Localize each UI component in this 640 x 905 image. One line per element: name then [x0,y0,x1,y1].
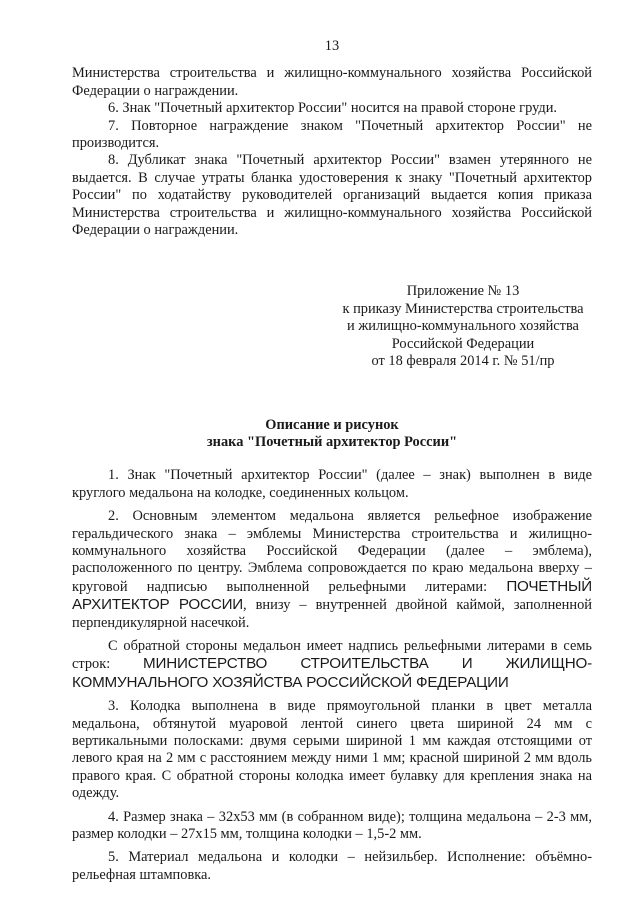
paragraph-point-4: 4. Размер знака – 32х53 мм (в собранном виде); толщина медальона – 2-3 мм, размер колодки – 27х15 мм, толщина колодки – 1,5-2 мм. [72,808,592,843]
paragraph-item-6: 6. Знак "Почетный архитектор России" носится на правой стороне груди. [108,100,557,117]
appendix-line: Приложение № 13 [406,283,520,300]
paragraph-text: 2. Основным элементом медальона является рельефное изображение геральдического знака – эмблемы Министерства строительства и жилищно-коммунального хозяйства Российской Федерации (далее – эмблема), расположенного по центру. Эмблема сопровождается по краю медальона вверху – круговой надписью выполненной рельефными литерами: [72,508,592,595]
page-number: 13 [324,38,340,54]
medal-inscription-front: ПОЧЕТНЫЙ АРХИТЕКТОР РОССИИ [72,577,592,614]
paragraph-item-8: 8. Дубликат знака "Почетный архитектор России" взамен утерянного не выдается. В случае утраты бланка удостоверения к знаку "Почетный архитектор России" по ходатайству руководителей организаций выдается копия приказа Министерства строительства и жилищно-коммунального хозяйства Российской Федерации о награждении. [72,152,592,239]
paragraph-text: , внизу – внутренней двойной каймой, заполненной перпендикулярной насечкой. [72,597,592,631]
paragraph-text: С обратной стороны медальон имеет надпись рельефными литерами в семь строк: [72,637,592,673]
appendix-line: Российской Федерации [391,335,535,352]
paragraph-point-1: 1. Знак "Почетный архитектор России" (далее – знак) выполнен в виде круглого медальона на колодке, соединенных кольцом. [72,467,592,501]
paragraph-continuation: Министерства строительства и жилищно-коммунального хозяйства Российской Федерации о награждении. [72,65,592,99]
medal-inscription-back: МИНИСТЕРСТВО СТРОИТЕЛЬСТВА И ЖИЛИЩНО-КОММУНАЛЬНОГО ХОЗЯЙСТВА РОССИЙСКОЙ ФЕДЕРАЦИИ [72,655,592,691]
paragraph-item-7: 7. Повторное награждение знаком "Почетный архитектор России" не производится. [72,117,592,152]
paragraph-reverse-side [72,638,592,692]
appendix-line: и жилищно-коммунального хозяйства [347,318,579,335]
section-title [72,417,592,452]
paragraph-point-2 [72,508,592,632]
appendix-line: от 18 февраля 2014 г. № 51/пр [371,353,555,370]
title-line: знака "Почетный архитектор России" [206,433,458,450]
title-line: Описание и рисунок [265,416,399,433]
appendix-line: к приказу Министерства строительства [342,300,584,317]
appendix-block [334,283,592,370]
paragraph-point-3: 3. Колодка выполнена в виде прямоугольной планки в цвет металла медальона, обтянутой муаровой лентой синего цвета шириной 24 мм с вертикальными полосками: двумя серыми шириной 1 мм каждая отстоящими от левого края на 2 мм с расстоянием между ними 1 мм; красной шириной 2 мм вдоль правого края. С обратной стороны колодка имеет булавку для крепления знака на одежду. [72,698,592,802]
paragraph-point-5: 5. Материал медальона и колодки – нейзильбер. Исполнение: объёмно-рельефная штамповка. [72,849,592,883]
